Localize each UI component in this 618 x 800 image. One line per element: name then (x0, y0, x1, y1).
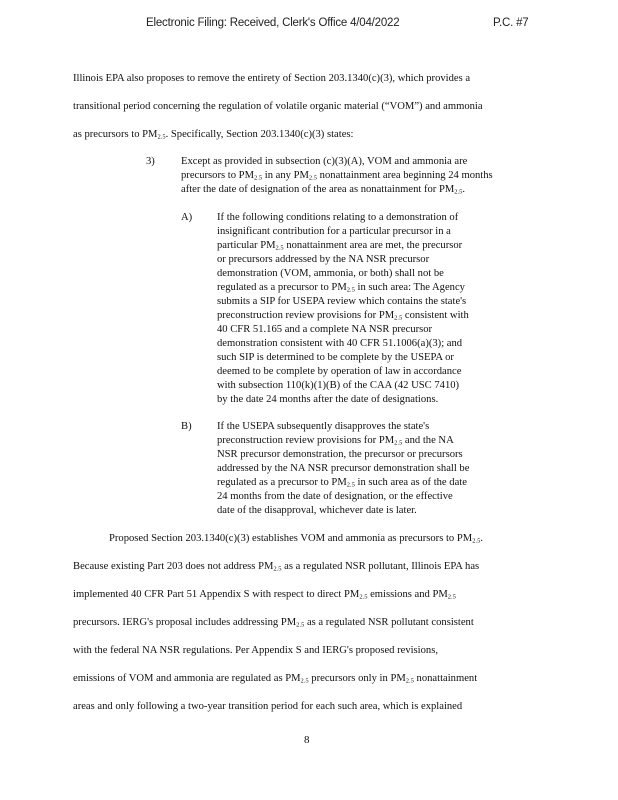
item-number: 3) (146, 156, 155, 167)
discussion-line: emissions of VOM and ammonia are regulated as $PM_{2.5}$ precursors only in $PM_{2.5}$ nonattainment (73, 673, 478, 685)
subitem-label: B) (181, 421, 192, 432)
quote-line: If the following conditions relating to a demonstration of (217, 212, 459, 223)
quote-line: addressed by the NA NSR precursor demonstration shall be (217, 463, 470, 474)
quote-line: or precursors addressed by the NA NSR precursor (217, 254, 430, 265)
quote-line: NSR precursor demonstration, the precursor or precursors (217, 449, 463, 460)
quote-line: particular $PM_{2.5}$ nonattainment area are met, the precursor (217, 240, 463, 252)
discussion-line: Proposed Section 203.1340(c)(3) establishes VOM and ammonia as precursors to $PM_{2.5}$. (109, 533, 483, 545)
page-number: 8 (304, 734, 310, 746)
quote-line: regulated as a precursor to $PM_{2.5}$ in such area: The Agency (217, 282, 465, 294)
quote-line: If the USEPA subsequently disapproves the state's (217, 421, 430, 432)
subitem-label: A) (181, 212, 193, 223)
discussion-line: with the federal NA NSR regulations. Per Appendix S and IERG's proposed revisions, (73, 645, 438, 656)
intro-line: Illinois EPA also proposes to remove the entirety of Section 203.1340(c)(3), which provides a (73, 73, 471, 84)
quote-line: submits a SIP for USEPA review which contains the state's (217, 296, 467, 307)
quote-line: after the date of designation of the area as nonattainment for $PM_{2.5}$. (181, 184, 466, 196)
quote-line: regulated as a precursor to $PM_{2.5}$ in such area as of the date (217, 477, 467, 489)
document-id: P.C. #7 (493, 17, 529, 29)
discussion-line: Because existing Part 203 does not address $PM_{2.5}$ as a regulated NSR pollutant, Illinois EPA has (73, 561, 480, 573)
quote-line: such SIP is determined to be complete by the USEPA or (217, 352, 454, 363)
quote-line: precursors to $PM_{2.5}$ in any $PM_{2.5}$ nonattainment area beginning 24 months (181, 170, 493, 182)
quote-line: 24 months from the date of designation, or the effective (217, 491, 453, 502)
quote-line: Except as provided in subsection (c)(3)(A), VOM and ammonia are (181, 156, 468, 167)
filing-stamp: Electronic Filing: Received, Clerk's Office 4/04/2022 (146, 17, 400, 29)
quote-line: demonstration consistent with 40 CFR 51.1006(a)(3); and (217, 338, 463, 349)
quote-line: with subsection 110(k)(1)(B) of the CAA (42 USC 7410) (217, 380, 460, 391)
quote-line: insignificant contribution for a particular precursor in a (217, 226, 451, 237)
discussion-line: precursors. IERG's proposal includes addressing $PM_{2.5}$ as a regulated NSR pollutant consistent (73, 617, 474, 629)
quote-line: preconstruction review provisions for $PM_{2.5}$ and the NA (217, 435, 454, 447)
quote-line: preconstruction review provisions for $PM_{2.5}$ consistent with (217, 310, 469, 322)
quote-line: 40 CFR 51.165 and a complete NA NSR precursor (217, 324, 433, 335)
quote-line: demonstration (VOM, ammonia, or both) shall not be (217, 268, 444, 279)
intro-line: transitional period concerning the regulation of volatile organic material (“VOM”) and ammonia (73, 101, 483, 112)
discussion-line: implemented 40 CFR Part 51 Appendix S with respect to direct $PM_{2.5}$ emissions and $PM_{2.5}$ (73, 589, 456, 601)
discussion-line: areas and only following a two-year transition period for each such area, which is explained (73, 701, 463, 712)
intro-line: as precursors to $PM_{2.5}$. Specifically, Section 203.1340(c)(3) states: (73, 129, 354, 141)
quote-line: by the date 24 months after the date of designations. (217, 394, 439, 405)
quote-line: date of the disapproval, whichever date is later. (217, 505, 417, 516)
quote-line: deemed to be complete by operation of law in accordance (217, 366, 462, 377)
